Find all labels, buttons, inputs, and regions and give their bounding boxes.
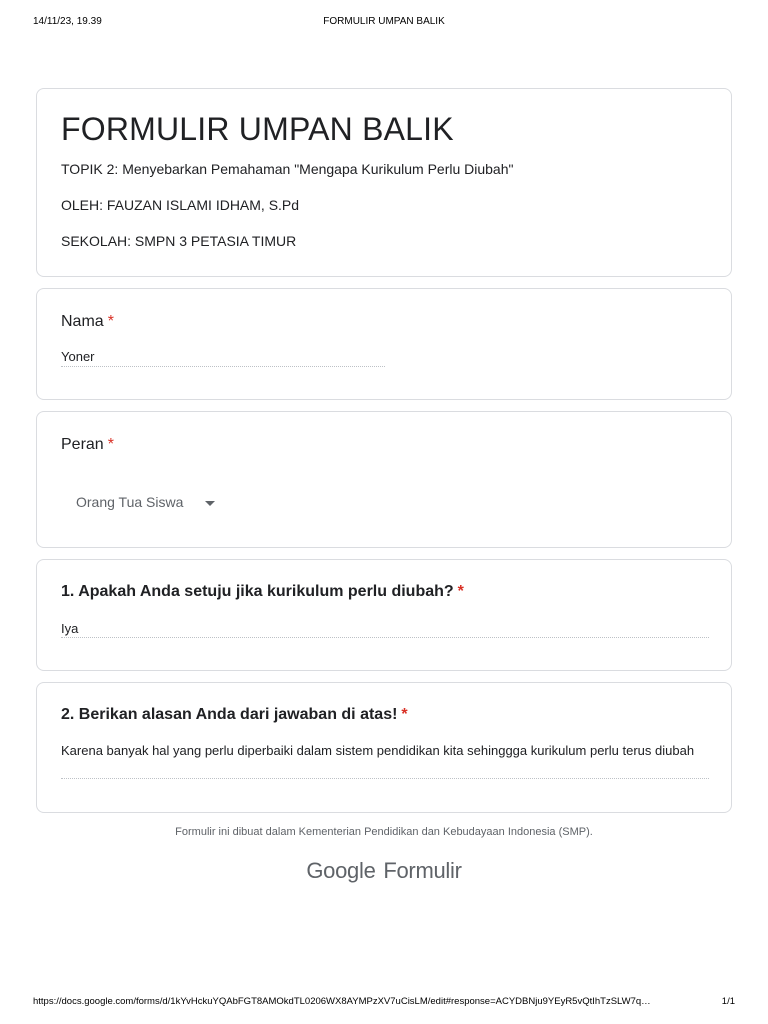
form-title: FORMULIR UMPAN BALIK (61, 111, 454, 147)
form-description-topic: TOPIK 2: Menyebarkan Pemahaman "Mengapa Kurikulum Perlu Diubah" (61, 161, 514, 177)
question-title-2: 2. Berikan alasan Anda dari jawaban di atas! (61, 706, 398, 723)
answer-input-2[interactable]: Karena banyak hal yang perlu diperbaiki dalam sistem pendidikan kita sehinggga kurikulum perlu terus diubah (61, 743, 695, 758)
peran-dropdown[interactable] (76, 491, 215, 513)
print-page-number: 1/1 (721, 996, 735, 1007)
question-card-1 (36, 559, 732, 671)
answer-underline (61, 778, 709, 779)
forms-logo-text: Formulir (383, 858, 462, 883)
question-title-peran: Peran (61, 436, 104, 453)
required-asterisk: * (457, 583, 464, 600)
print-header (33, 16, 735, 30)
print-title: FORMULIR UMPAN BALIK (323, 16, 445, 27)
answer-input-1[interactable]: Iya (61, 621, 79, 636)
question-card-nama (36, 288, 732, 400)
print-date: 14/11/23, 19.39 (33, 16, 102, 27)
form-title-card (36, 88, 732, 277)
google-forms-logo[interactable] (0, 858, 768, 884)
question-label-nama (61, 313, 114, 331)
answer-underline (61, 366, 385, 367)
google-logo-text: Google (306, 858, 376, 883)
print-url: https://docs.google.com/forms/d/1kYvHckuYQAbFGT8AMOkdTL0206WX8AYMPzXV7uCisLM/edit#response=ACYDBNju9YEyR5vQtIhTzSLW7q… (33, 996, 651, 1007)
answer-input-nama[interactable]: Yoner (61, 349, 95, 364)
required-asterisk: * (401, 706, 408, 723)
required-asterisk: * (107, 436, 114, 453)
print-footer (33, 996, 735, 1010)
question-card-2 (36, 682, 732, 813)
question-title-nama: Nama (61, 313, 104, 330)
required-asterisk: * (107, 313, 114, 330)
dropdown-caret-icon (205, 501, 215, 506)
form-footer-note: Formulir ini dibuat dalam Kementerian Pendidikan dan Kebudayaan Indonesia (SMP). (175, 826, 593, 838)
question-label-2 (61, 706, 408, 724)
peran-dropdown-value: Orang Tua Siswa (76, 494, 184, 510)
answer-underline (61, 637, 709, 638)
form-description-school: SEKOLAH: SMPN 3 PETASIA TIMUR (61, 233, 297, 249)
question-title-1: 1. Apakah Anda setuju jika kurikulum perlu diubah? (61, 583, 454, 600)
question-card-peran (36, 411, 732, 548)
form-description-author: OLEH: FAUZAN ISLAMI IDHAM, S.Pd (61, 197, 300, 213)
question-label-1 (61, 583, 464, 601)
question-label-peran (61, 436, 114, 454)
